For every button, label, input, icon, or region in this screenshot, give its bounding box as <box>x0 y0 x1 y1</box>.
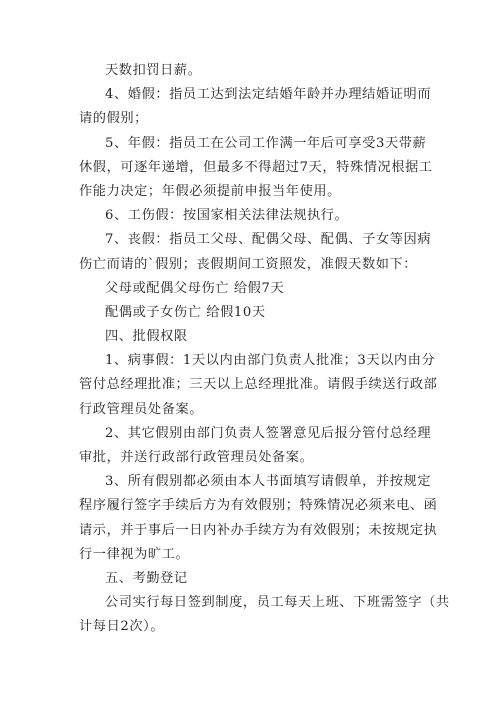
text-line: 6、工伤假：按国家相关法律法规执行。 <box>105 208 349 224</box>
text-line: 作能力决定；年假必须提前申报当年使用。 <box>79 183 341 199</box>
text-line: 1、病事假：1天以内由部门负责人批准；3天以内由分 <box>105 353 436 369</box>
document-body <box>79 59 450 640</box>
text-line: 计每日2次）。 <box>79 619 165 635</box>
text-line: 管付总经理批准；三天以上总经理批准。请假手续送行政部 <box>79 377 438 393</box>
text-line: 公司实行每日签到制度，员工每天上班、下班需签字（共 <box>105 595 450 611</box>
text-line: 天数扣罚日薪。 <box>105 63 202 78</box>
text-line: 配偶或子女伤亡 给假10天 <box>105 304 266 320</box>
text-line: 行一律视为旷工。 <box>79 546 190 562</box>
text-line: 程序履行签字手续后方为有效假别；特殊情况必须来电、函 <box>79 498 438 514</box>
text-line: 4、婚假：指员工达到法定结婚年龄并办理结婚证明而 <box>105 87 432 103</box>
text-line: 审批，并送行政部行政管理员处备案。 <box>79 450 314 465</box>
section-heading: 五、考勤登记 <box>105 570 188 586</box>
text-line: 休假，可逐年递增，但最多不得超过7天，特殊情况根据工 <box>79 159 433 175</box>
text-line: 伤亡而请的`假别；丧假期间工资照发，准假天数如下： <box>79 256 418 272</box>
text-line: 行政管理员处备案。 <box>79 401 204 417</box>
text-line: 3、所有假别都必须由本人书面填写请假单，并按规定 <box>105 474 432 490</box>
text-line: 5、年假：指员工在公司工作满一年后可享受3天带薪 <box>105 135 427 151</box>
text-line: 2、其它假别由部门负责人签署意见后报分管付总经理 <box>105 425 432 441</box>
text-line: 请的假别； <box>79 111 148 127</box>
section-heading: 四、批假权限 <box>105 329 188 345</box>
text-line: 7、丧假：指员工父母、配偶父母、配偶、子女等因病 <box>105 232 432 248</box>
text-line: 父母或配偶父母伤亡 给假7天 <box>105 280 285 296</box>
text-line: 请示，并于事后一日内补办手续方为有效假别；未按规定执 <box>79 522 438 538</box>
